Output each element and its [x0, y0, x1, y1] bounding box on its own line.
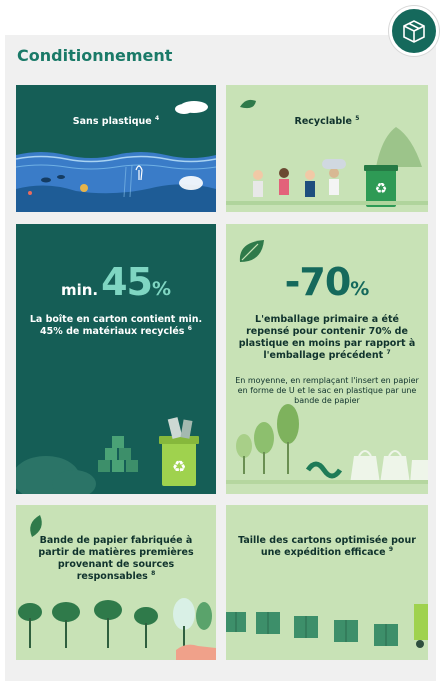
section-title: Conditionnement [17, 46, 173, 65]
card-recyclable-label: Recyclable $^5$ [294, 114, 360, 127]
packaging-stat: -70% [284, 260, 370, 304]
packaging-description: L'emballage primaire a été repensé pour contenir 70% de plastique en moins par rapport à l'emballage précédent $^7$ [238, 314, 416, 361]
card-recyclable [226, 85, 428, 212]
card-packaging [226, 224, 428, 494]
packaging-detail: En moyenne, en remplaçant l'insert en papier en forme de U et le sac en plastique par une bande de papier [235, 376, 419, 405]
card-box-size [226, 505, 428, 660]
recycling-illustration [226, 85, 428, 212]
leaf-icon [240, 100, 256, 108]
card-carton [16, 224, 216, 494]
recycle-icon: ♻ [171, 457, 187, 476]
package-box-icon [389, 6, 439, 56]
carton-illustration [16, 398, 216, 494]
box-size-description: Taille des cartons optimisée pour une expédition efficace $^9$ [238, 535, 416, 558]
carton-stat: min.45% [60, 260, 172, 304]
boxes-illustration [226, 590, 428, 660]
packaging-illustration [226, 404, 428, 494]
card-plastic-free [16, 85, 216, 212]
ocean-illustration [16, 85, 216, 212]
forest-illustration [16, 590, 216, 660]
card-paper-band [16, 505, 216, 660]
carton-description: La boîte en carton contient min. 45% de matériaux recyclés $^6$ [29, 314, 203, 337]
svg-text:♻: ♻ [374, 181, 388, 197]
card-plastic-free-label: Sans plastique $^4$ [72, 114, 160, 127]
paper-band-description: Bande de papier fabriquée à partir de matières premières provenant de sources responsables $^8$ [38, 535, 194, 582]
